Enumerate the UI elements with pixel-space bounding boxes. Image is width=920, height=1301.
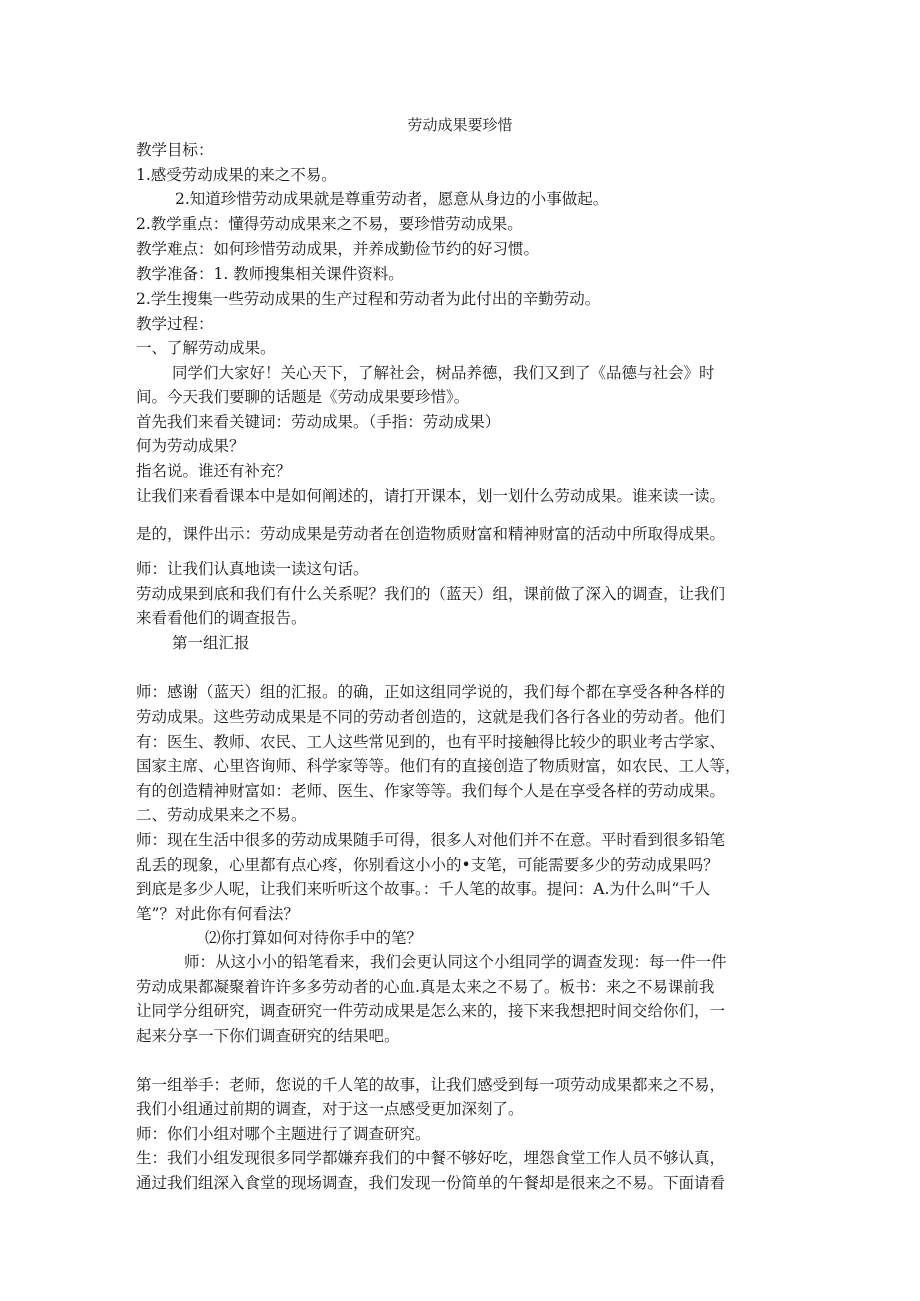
- text-line: 师：现在生活中很多的劳动成果随手可得，很多人对他们并不在意。平时看到很多铅笔: [136, 831, 726, 849]
- text-line: 师：让我们认真地读一读这句话。: [136, 560, 369, 578]
- text-line: 1.感受劳动成果的来之不易。: [136, 166, 337, 184]
- text-line: 间。今天我们要聊的话题是《劳动成果要珍惜》。: [136, 388, 470, 406]
- text-line: 笔”？对此你有何看法？: [136, 905, 299, 923]
- text-line: 教学难点：如何珍惜劳动成果，并养成勤俭节约的好习惯。: [136, 240, 540, 258]
- text-line: 来看看他们的调查报告。: [136, 609, 307, 627]
- text-line: 同学们大家好！关心天下，了解社会，树品养德，我们又到了《品德与社会》时: [172, 364, 715, 382]
- text-line: 第一组汇报: [172, 634, 250, 652]
- text-line: 一、了解劳动成果。: [136, 339, 276, 357]
- text-line: 是的，课件出示：劳动成果是劳动者在创造物质财富和精神财富的活动中所取得成果。: [136, 525, 726, 543]
- text-line: 指名说。谁还有补充？: [136, 462, 292, 480]
- text-line: ⑵你打算如何对待你手中的笔？: [205, 929, 423, 947]
- text-line: 2.教学重点：懂得劳动成果来之不易，要珍惜劳动成果。: [136, 215, 523, 233]
- text-line: 有的创造精神财富如：老师、医生、作家等等。我们每个人是在享受各样的劳动成果。: [136, 782, 726, 800]
- text-line: 劳动成果到底和我们有什么关系呢？我们的（蓝天）组，课前做了深入的调查，让我们: [136, 585, 726, 603]
- text-line: 通过我们组深入食堂的现场调查，我们发现一份简单的午餐却是很来之不易。下面请看: [136, 1174, 726, 1192]
- text-line: 乱丢的现象，心里都有点心疼，你别看这小小的•支笔，可能需要多少的劳动成果吗？: [136, 856, 719, 874]
- text-line: 2.学生搜集一些劳动成果的生产过程和劳动者为此付出的辛勤劳动。: [136, 290, 601, 308]
- text-line: 我们小组通过前期的调查，对于这一点感受更加深刻了。: [136, 1100, 524, 1118]
- text-line: 教学过程：: [136, 315, 214, 333]
- text-line: 起来分享一下你们调查研究的结果吧。: [136, 1027, 400, 1045]
- text-line: 生：我们小组发现很多同学都嫌弃我们的中餐不够好吃，埋怨食堂工作人员不够认真，: [136, 1149, 726, 1167]
- text-line: 2.知道珍惜劳动成果就是尊重劳动者，愿意从身边的小事做起。: [175, 190, 609, 208]
- text-line: 教学准备：1. 教师搜集相关课件资料。: [136, 265, 404, 283]
- text-line: 何为劳动成果？: [136, 437, 245, 455]
- document-title: 劳动成果要珍惜: [407, 116, 513, 134]
- text-line: 让同学分组研究，调查研究一件劳动成果是怎么来的，接下来我想把时间交给你们，一: [136, 1002, 726, 1020]
- text-line: 二、劳动成果来之不易。: [136, 806, 307, 824]
- text-line: 师：你们小组对哪个主题进行了调查研究。: [136, 1125, 431, 1143]
- text-line: 第一组举手：老师，您说的千人笔的故事，让我们感受到每一项劳动成果都来之不易，: [136, 1076, 726, 1094]
- text-line: 师：感谢（蓝天）组的汇报。的确，正如这组同学说的，我们每个都在享受各种各样的: [136, 683, 726, 701]
- text-line: 让我们来看看课本中是如何阐述的，请打开课本，划一划什么劳动成果。谁来读一读。: [136, 487, 726, 505]
- text-line: 首先我们来看关键词：劳动成果。（手指：劳动成果）: [136, 413, 501, 431]
- text-line: 到底是多少人呢，让我们来听听这个故事。：千人笔的故事。提问：A.为什么叫“千人: [136, 880, 711, 898]
- text-line: 劳动成果都凝聚着许许多多劳动者的心血.真是太来之不易了。板书：来之不易课前我: [136, 978, 715, 996]
- text-line: 国家主席、心里咨询师、科学家等等。他们有的直接创造了物质财富，如农民、工人等，: [136, 757, 741, 775]
- text-line: 师：从这小小的铅笔看来，我们会更认同这个小组同学的调查发现：每一件一件: [184, 953, 727, 971]
- text-line: 教学目标：: [136, 141, 214, 159]
- text-line: 有：医生、教师、农民、工人这些常见到的，也有平时接触得比较少的职业考古学家、: [136, 733, 726, 751]
- text-line: 劳动成果。这些劳动成果是不同的劳动者创造的，这就是我们各行各业的劳动者。他们: [136, 708, 726, 726]
